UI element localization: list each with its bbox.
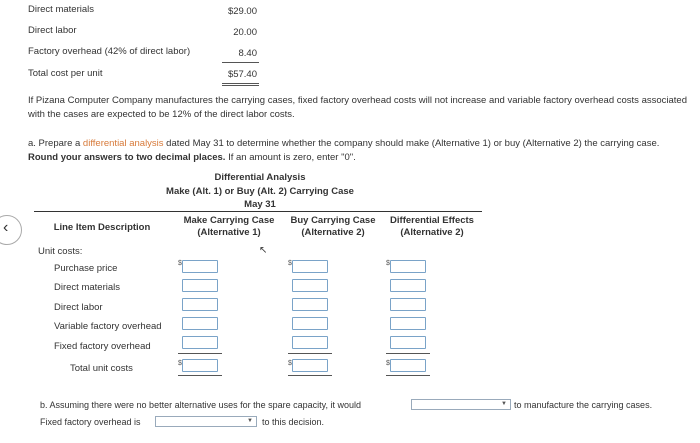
part-b-text-3: Fixed factory overhead is: [40, 417, 141, 427]
col-header-buy-line2: (Alternative 2): [301, 227, 365, 238]
chevron-down-icon: ▼: [501, 401, 507, 407]
col-header-make-line1: Make Carrying Case: [183, 215, 275, 226]
analysis-date: May 31: [244, 199, 276, 210]
col-header-buy: [284, 215, 382, 239]
col-header-make-line2: (Alternative 1): [197, 227, 261, 238]
diff-direct-materials-input[interactable]: [390, 279, 426, 292]
part-b-text-2: to manufacture the carrying cases.: [514, 400, 653, 410]
diff-purchase-price-input[interactable]: [390, 260, 426, 273]
part-a-instructions: [28, 137, 678, 165]
cost-label-total: Total cost per unit: [28, 68, 103, 79]
col-header-make: [174, 215, 284, 239]
make-total-input[interactable]: [182, 359, 218, 372]
analysis-subtitle: Make (Alt. 1) or Buy (Alt. 2) Carrying Case: [166, 186, 354, 197]
cost-label-factory-overhead: Factory overhead (42% of direct labor): [28, 46, 191, 57]
differential-analysis-link[interactable]: differential analysis: [82, 138, 164, 149]
part-b-text-4: to this decision.: [262, 417, 325, 427]
total-rule: [288, 375, 332, 376]
chevron-left-icon: ‹: [3, 219, 9, 236]
col-header-buy-line1: Buy Carrying Case: [290, 215, 376, 226]
chevron-down-icon: ▼: [247, 418, 253, 424]
sum-rule: [386, 353, 430, 354]
subtotal-rule: [222, 62, 259, 63]
buy-fixed-overhead-input[interactable]: [292, 336, 328, 349]
make-fixed-overhead-input[interactable]: [182, 336, 218, 349]
sum-rule: [288, 353, 332, 354]
cost-value-direct-labor: 20.00: [233, 27, 257, 38]
diff-total-input[interactable]: [390, 359, 426, 372]
part-a-mid: dated May 31 to determine whether the company should make (Alternative 1) or buy (Alternative 2) the carrying case.: [163, 138, 660, 149]
total-rule-2: [222, 85, 259, 86]
fixed-overhead-relevance-dropdown[interactable]: [155, 416, 257, 427]
buy-variable-overhead-input[interactable]: [292, 317, 328, 330]
row-label-direct-labor: Direct labor: [54, 302, 103, 313]
total-rule: [178, 375, 222, 376]
cost-value-factory-overhead: 8.40: [238, 48, 257, 59]
part-a-prefix: a. Prepare a: [28, 138, 83, 149]
col-header-line-item: Line Item Description: [53, 222, 151, 233]
buy-purchase-price-input[interactable]: [292, 260, 328, 273]
buy-total-input[interactable]: [292, 359, 328, 372]
make-direct-materials-input[interactable]: [182, 279, 218, 292]
header-top-rule: [34, 211, 482, 212]
back-button[interactable]: [0, 215, 22, 245]
row-label-variable-overhead: Variable factory overhead: [54, 321, 162, 332]
row-label-fixed-overhead: Fixed factory overhead: [54, 341, 151, 352]
buy-direct-labor-input[interactable]: [292, 298, 328, 311]
currency-sign: $: [288, 260, 292, 267]
cost-value-direct-materials: $29.00: [227, 6, 257, 17]
total-rule: [386, 375, 430, 376]
cost-value-total: $57.40: [227, 69, 257, 80]
diff-fixed-overhead-input[interactable]: [390, 336, 426, 349]
make-variable-overhead-input[interactable]: [182, 317, 218, 330]
part-b-text-1: b. Assuming there were no better alternative uses for the spare capacity, it would: [40, 400, 362, 410]
currency-sign: $: [386, 360, 390, 367]
currency-sign: $: [288, 360, 292, 367]
intro-paragraph: If Pizana Computer Company manufactures the carrying cases, fixed factory overhead costs will not increase and variable factory overhead costs associated with the cases are expected to be 12% of the direct labor costs.: [28, 95, 687, 120]
part-a-suffix: If an amount is zero, enter "0".: [225, 152, 356, 163]
currency-sign: $: [178, 260, 182, 267]
col-header-diff-line1: Differential Effects: [390, 215, 474, 226]
diff-variable-overhead-input[interactable]: [390, 317, 426, 330]
row-label-direct-materials: Direct materials: [54, 282, 120, 293]
mouse-cursor-icon: ↖: [259, 245, 268, 256]
col-header-diff: [382, 215, 482, 239]
cost-label-direct-materials: Direct materials: [28, 4, 94, 15]
cost-label-direct-labor: Direct labor: [28, 25, 77, 36]
analysis-title: Differential Analysis: [214, 172, 306, 183]
currency-sign: $: [386, 260, 390, 267]
buy-direct-materials-input[interactable]: [292, 279, 328, 292]
part-a-bold: Round your answers to two decimal places.: [28, 152, 226, 163]
col-header-diff-line2: (Alternative 2): [400, 227, 464, 238]
row-label-total-unit-costs: Total unit costs: [70, 363, 133, 374]
diff-direct-labor-input[interactable]: [390, 298, 426, 311]
manufacture-decision-dropdown[interactable]: [411, 399, 511, 410]
total-rule-1: [222, 83, 259, 84]
make-purchase-price-input[interactable]: [182, 260, 218, 273]
sum-rule: [178, 353, 222, 354]
make-direct-labor-input[interactable]: [182, 298, 218, 311]
row-label-purchase-price: Purchase price: [54, 263, 118, 274]
currency-sign: $: [178, 360, 182, 367]
unit-costs-label: Unit costs:: [38, 246, 83, 257]
